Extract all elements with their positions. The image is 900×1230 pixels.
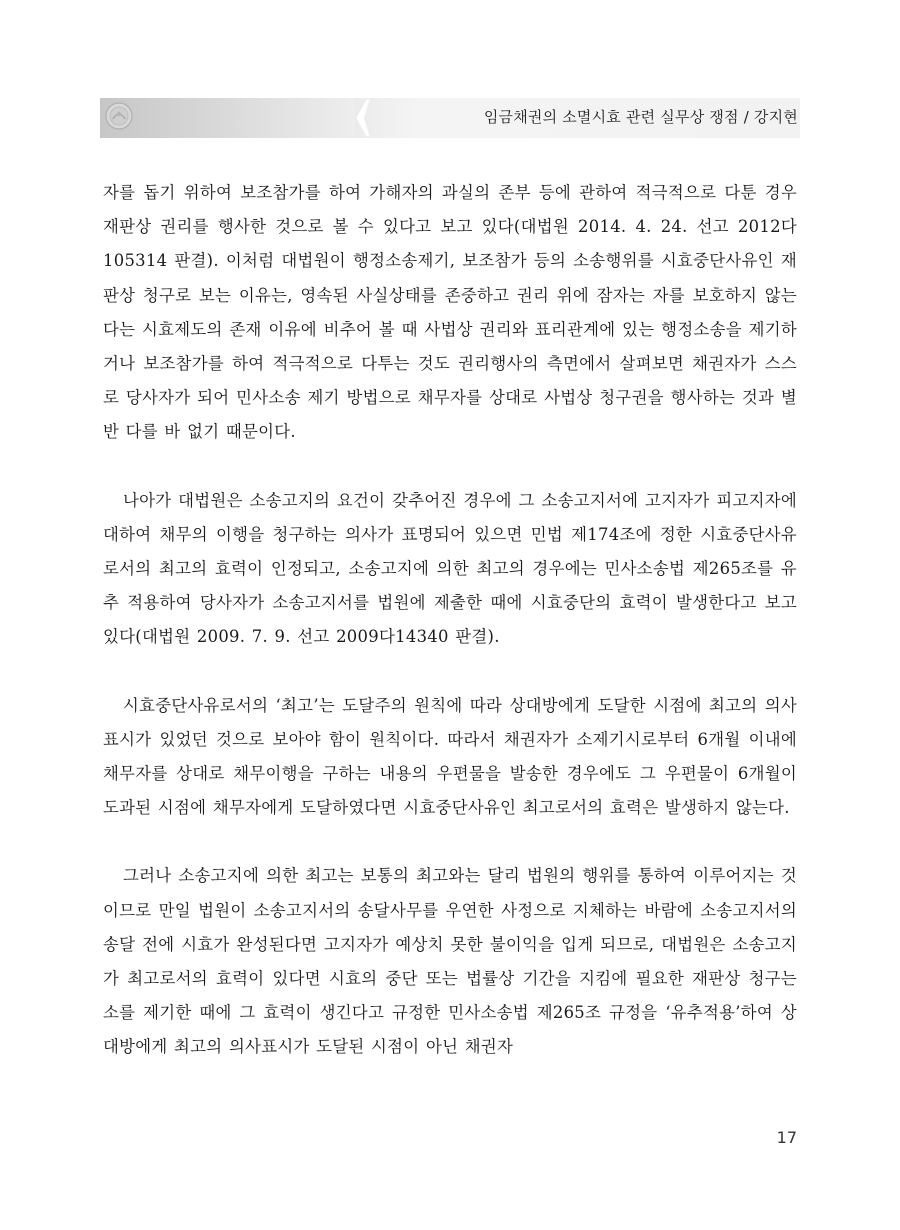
article-body <box>103 176 797 1065</box>
paragraph-3: 시효중단사유로서의 ‘최고’는 도달주의 원칙에 따라 상대방에게 도달한 시점에 최고의 의사표시가 있었던 것으로 보아야 함이 원칙이다. 따라서 채권자가 소제기시로부터 6개월 이내에 채무자를 상대로 채무이행을 구하는 내용의 우편물을 발송한 경우에도 그 우편물이 6개월이 도과된 시점에 채무자에게 도달하였다면 시효중단사유인 최고로서의 효력은 발생하지 않는다. <box>103 695 797 818</box>
paragraph-2: 나아가 대법원은 소송고지의 요건이 갖추어진 경우에 그 소송고지서에 고지자가 피고지자에 대하여 채무의 이행을 청구하는 의사가 표명되어 있으면 민법 제174조에 정한 시효중단사유로서의 최고의 효력이 인정되고, 소송고지에 의한 최고의 경우에는 민사소송법 제265조를 유추 적용하여 당사자가 소송고지서를 법원에 제출한 때에 시효중단의 효력이 발생한다고 보고 있다(대법원 2009. 7. 9. 선고 2009다14340 판결). <box>103 490 797 647</box>
paragraph-1: 자를 돕기 위하여 보조참가를 하여 가해자의 과실의 존부 등에 관하여 적극적으로 다툰 경우 재판상 권리를 행사한 것으로 볼 수 있다고 보고 있다(대법원 2014. 4. 24. 선고 2012다105314 판결). 이처럼 대법원이 행정소송제기, 보조참가 등의 소송행위를 시효중단사유인 재판상 청구로 보는 이유는, 영속된 사실상태를 존중하고 권리 위에 잠자는 자를 보호하지 않는다는 시효제도의 존재 이유에 비추어 볼 때 사법상 권리와 표리관계에 있는 행정소송을 제기하거나 보조참가를 하여 적극적으로 다투는 것도 권리행사의 측면에서 살펴보면 채권자가 스스로 당사자가 되어 민사소송 제기 방법으로 채무자를 상대로 사법상 청구권을 행사하는 것과 별반 다를 바 없기 때문이다. <box>103 183 797 442</box>
page-number: 17 <box>776 1128 797 1147</box>
header-gradient-shade <box>100 98 355 138</box>
journal-emblem-icon <box>104 101 134 131</box>
chevron-left-icon <box>350 98 370 138</box>
running-header-title: 임금채권의 소멸시효 관련 실무상 쟁점 / 강지현 <box>483 108 798 126</box>
paragraph-4: 그러나 소송고지에 의한 최고는 보통의 최고와는 달리 법원의 행위를 통하여 이루어지는 것이므로 만일 법원이 소송고지서의 송달사무를 우연한 사정으로 지체하는 바람에 소송고지서의 송달 전에 시효가 완성된다면 고지자가 예상치 못한 불이익을 입게 되므로, 대법원은 소송고지가 최고로서의 효력이 있다면 시효의 중단 또는 법률상 기간을 지킴에 필요한 재판상 청구는 소를 제기한 때에 그 효력이 생긴다고 규정한 민사소송법 제265조 규정을 ‘유추적용’하여 상대방에게 최고의 의사표시가 도달된 시점이 아닌 채권자 <box>103 866 797 1057</box>
